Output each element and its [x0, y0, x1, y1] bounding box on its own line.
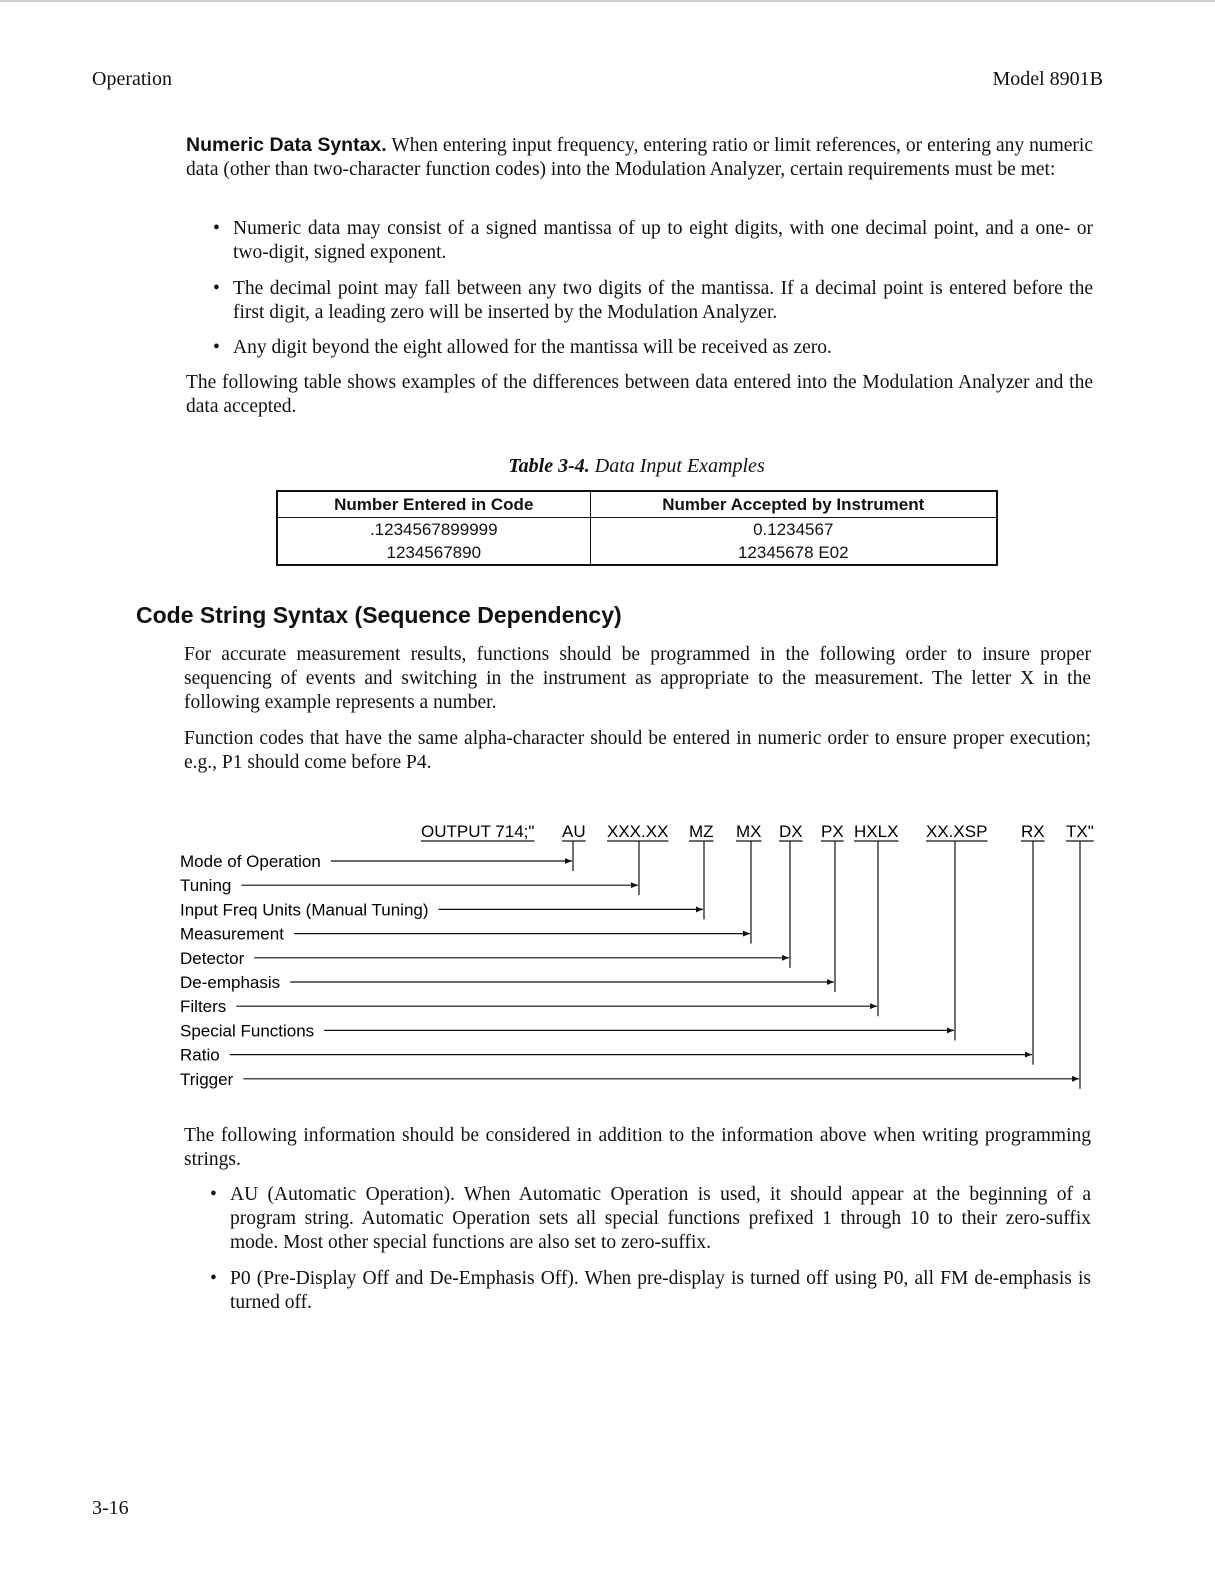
function-order-paragraph: Function codes that have the same alpha-character should be entered in numeric order to ensure proper execution; e.g., P1 should come before P4. — [184, 728, 1091, 773]
code-token: AU — [562, 822, 586, 841]
diagram-label: Measurement — [180, 924, 284, 944]
table-cell: 0.1234567 — [590, 518, 997, 542]
list-item — [213, 336, 1093, 360]
table-intro-paragraph: The following table shows examples of the differences between data entered into the Modulation Analyzer and the data accepted. — [186, 372, 1093, 417]
bullet-text: AU (Automatic Operation). When Automatic Operation is used, it should appear at the beginning of a program string. Automatic Operation sets all special functions prefixed 1 through 10 to their zero-suffix mode. Most other special functions are also set to zero-suffix. — [230, 1184, 1091, 1253]
code-token: TX" — [1066, 822, 1094, 841]
code-token: XX.XSP — [926, 822, 988, 841]
bullet-icon: • — [213, 278, 220, 299]
code-token: HXLX — [854, 822, 899, 841]
diagram-label: Ratio — [180, 1045, 220, 1065]
numeric-syntax-lead: Numeric Data Syntax. — [186, 134, 387, 156]
table-cell: 12345678 E02 — [590, 541, 997, 565]
closing-paragraph: The following information should be considered in addition to the information above when writing programming strings. — [184, 1125, 1091, 1170]
bullet-text: Numeric data may consist of a signed mantissa of up to eight digits, with one decimal point, and a one- or two-digit, signed exponent. — [233, 218, 1093, 263]
data-input-table — [276, 490, 998, 566]
diagram-label: Detector — [180, 948, 245, 968]
table-row — [277, 518, 997, 542]
page-number: 3-16 — [92, 1497, 129, 1519]
table-caption — [0, 455, 1215, 478]
numeric-syntax-paragraph — [186, 133, 1093, 182]
bullet-icon: • — [213, 337, 220, 358]
code-token: OUTPUT 714;" — [421, 822, 535, 841]
table-header-row — [277, 491, 997, 518]
code-token: MZ — [689, 822, 714, 841]
code-token: XXX.XX — [607, 822, 669, 841]
column-header: Number Accepted by Instrument — [590, 491, 997, 518]
code-token: MX — [736, 822, 762, 841]
list-item — [213, 277, 1093, 325]
code-string-diagram — [170, 812, 1120, 1102]
section-heading: Code String Syntax (Sequence Dependency) — [136, 602, 622, 628]
table-cell: 1234567890 — [277, 541, 590, 565]
bullet-text: The decimal point may fall between any two digits of the mantissa. If a decimal point is entered before the first digit, a leading zero will be inserted by the Modulation Analyzer. — [233, 278, 1093, 323]
sequence-paragraph: For accurate measurement results, functions should be programmed in the following order to insure proper sequencing of events and switching in the instrument as appropriate to the measurement. The letter X in the following example represents a number. — [184, 644, 1091, 713]
column-header: Number Entered in Code — [277, 491, 590, 518]
bullet-icon: • — [210, 1268, 217, 1289]
diagram-label: Trigger — [180, 1069, 234, 1089]
diagram-label: Mode of Operation — [180, 852, 321, 871]
bullet-icon: • — [213, 218, 220, 239]
diagram-label: Filters — [180, 997, 227, 1017]
bullet-text: Any digit beyond the eight allowed for the mantissa will be received as zero. — [233, 337, 832, 358]
running-header-right: Model 8901B — [992, 68, 1103, 90]
table-row — [277, 541, 997, 565]
code-token: PX — [821, 822, 844, 841]
list-item — [210, 1267, 1091, 1315]
diagram-label: Tuning — [180, 876, 232, 896]
numeric-syntax-intro: When entering input frequency, entering ratio or limit references, or entering any numeric data (other than two-character function codes) into the Modulation Analyzer, certain requirements must be met: — [186, 135, 1093, 180]
table-caption-number: Table 3-4. — [508, 455, 590, 477]
code-token: DX — [779, 822, 803, 841]
bullet-text: P0 (Pre-Display Off and De-Emphasis Off). When pre-display is turned off using P0, all FM de-emphasis is turned off. — [230, 1268, 1091, 1313]
code-string-svg — [170, 812, 1120, 1102]
top-border — [0, 0, 1215, 2]
bullet-icon: • — [210, 1184, 217, 1205]
diagram-label: Special Functions — [180, 1021, 315, 1041]
code-token: RX — [1021, 822, 1045, 841]
list-item — [210, 1183, 1091, 1255]
diagram-label: Input Freq Units (Manual Tuning) — [180, 900, 429, 920]
table-cell: .1234567899999 — [277, 518, 590, 542]
running-header-left: Operation — [92, 68, 172, 90]
diagram-label: De-emphasis — [180, 973, 281, 992]
table-caption-title: Data Input Examples — [594, 455, 765, 477]
list-item — [213, 217, 1093, 265]
